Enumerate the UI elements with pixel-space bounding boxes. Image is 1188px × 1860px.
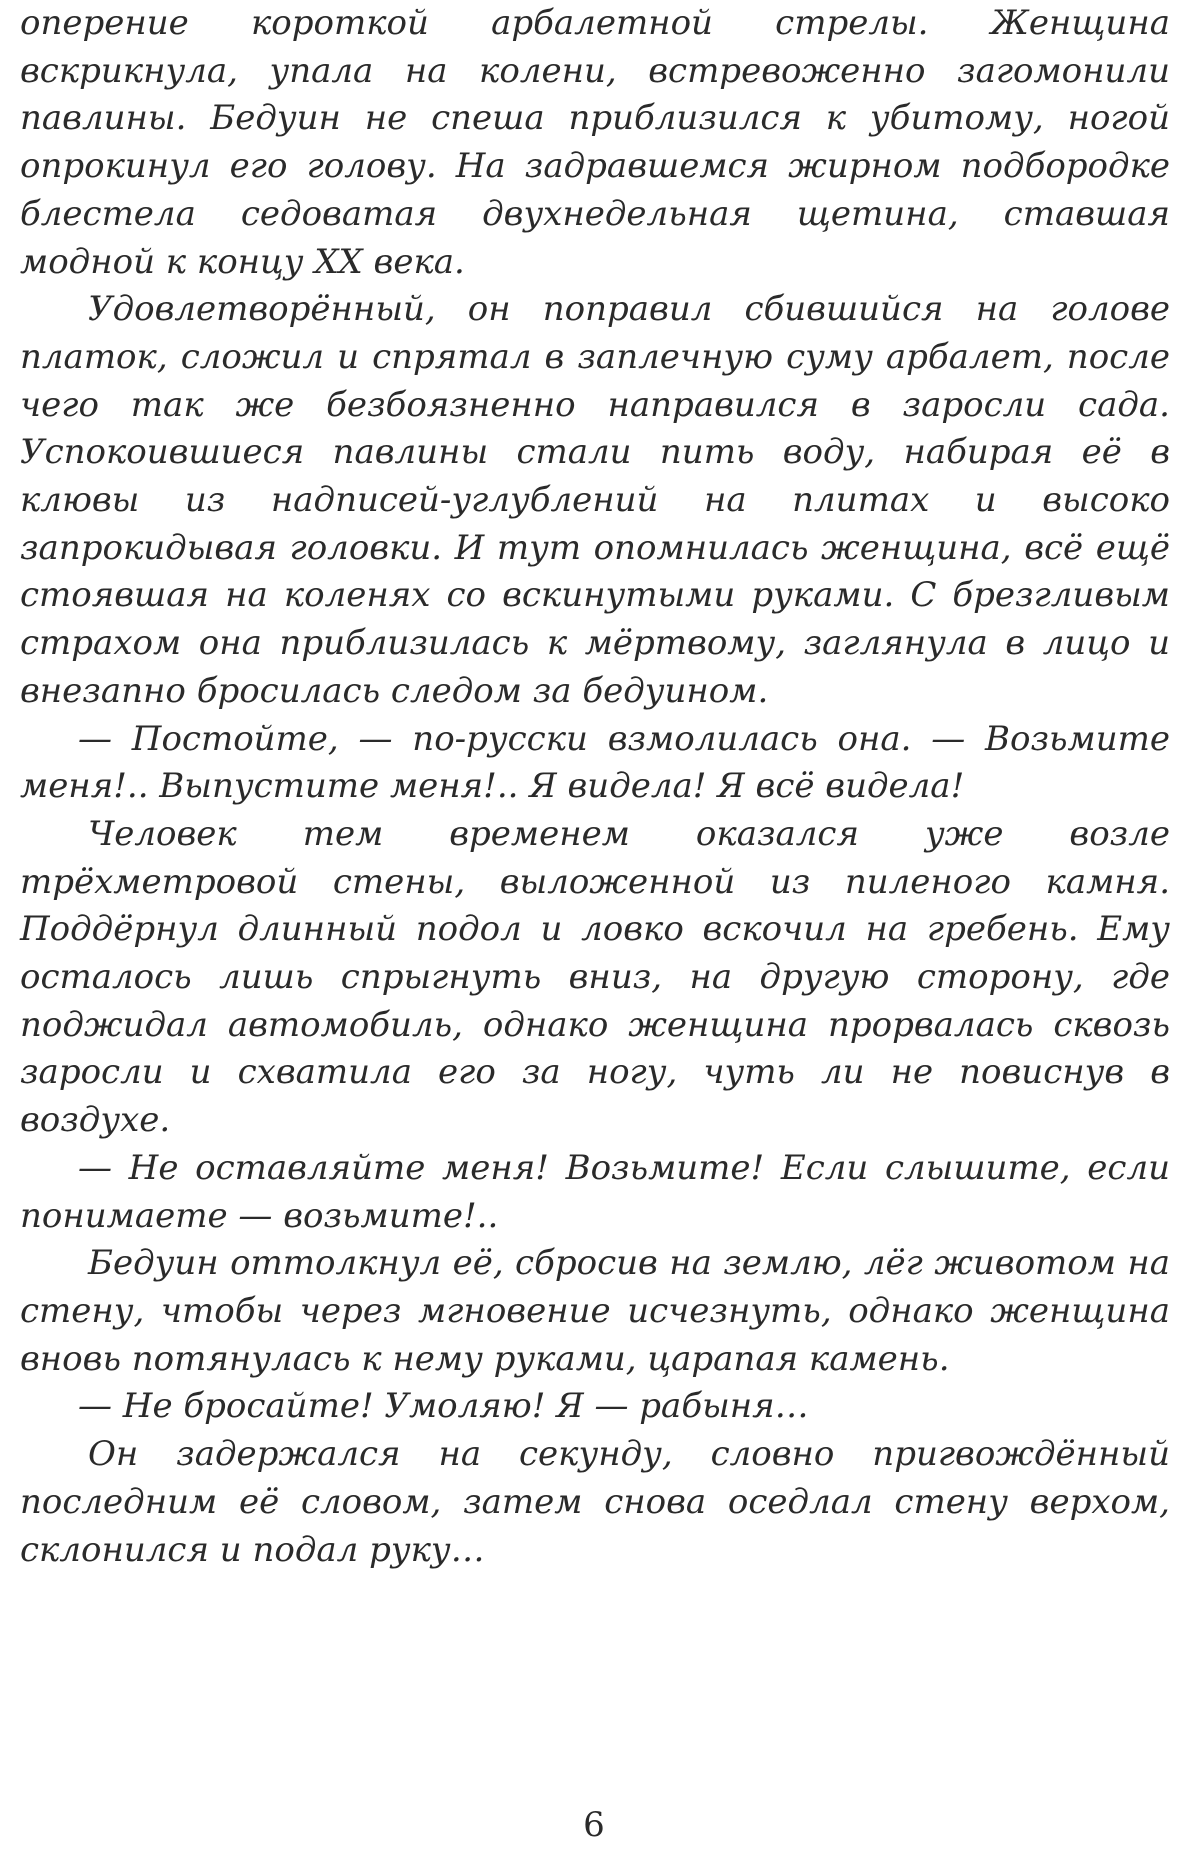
paragraph-2: Удовлетворённый, он поправил сбившийся на голове платок, сложил и спрятал в заплечную суму арбалет, после чего так же безбоязненно направился в заросли сада. Успокоившиеся павлины стали пить воду, набирая её в клювы из надписей-углублений на плитах и высоко запрокидывая головки. И тут опомнилась женщина, всё ещё стоявшая на коленях со вскинутыми руками. С брезгливым страхом она приблизилась к мёртвому, заглянула в лицо и внезапно бросилась следом за бедуином. — [20, 289, 1170, 711]
paragraph-7: — Не бросайте! Умоляю! Я — рабыня… — [78, 1386, 809, 1427]
paragraph-4: Человек тем временем оказался уже возле трёхметровой стены, выложенной из пиленого камня. Поддёрнул длинный подол и ловко вскочил на гребень. Ему осталось лишь спрыгнуть вниз, на другую сторону, где поджидал автомобиль, однако женщина прорвалась сквозь заросли и схватила его за ногу, чуть ли не повиснув в воздухе. — [20, 813, 1170, 1141]
paragraph-6: Бедуин оттолкнул её, сбросив на землю, лёг животом на стену, чтобы через мгновение исчезнуть, однако женщина вновь потянулась к нему руками, царапая камень. — [20, 1243, 1170, 1379]
paragraph-3: — Постойте, — по-русски взмолилась она. — Возьмите меня!.. Выпустите меня!.. Я видела! Я всё видела! — [20, 718, 1170, 807]
paragraph-5: — Не оставляйте меня! Возьмите! Если слышите, если понимаете — возьмите!.. — [20, 1147, 1170, 1236]
page-number: 6 — [583, 1805, 605, 1845]
paragraph-8: Он задержался на секунду, словно пригвождённый последним её словом, затем снова оседлал стену верхом, склонился и подал руку… — [20, 1434, 1170, 1570]
body-text — [20, 0, 1170, 1574]
paragraph-1: оперение короткой арбалетной стрелы. Женщина вскрикнула, упала на колени, встревоженно загомонили павлины. Бедуин не спеша приблизился к убитому, ногой опрокинул его голову. На задравшемся жирном подбородке блестела седоватая двухнедельная щетина, ставшая модной к концу XX века. — [20, 3, 1170, 282]
